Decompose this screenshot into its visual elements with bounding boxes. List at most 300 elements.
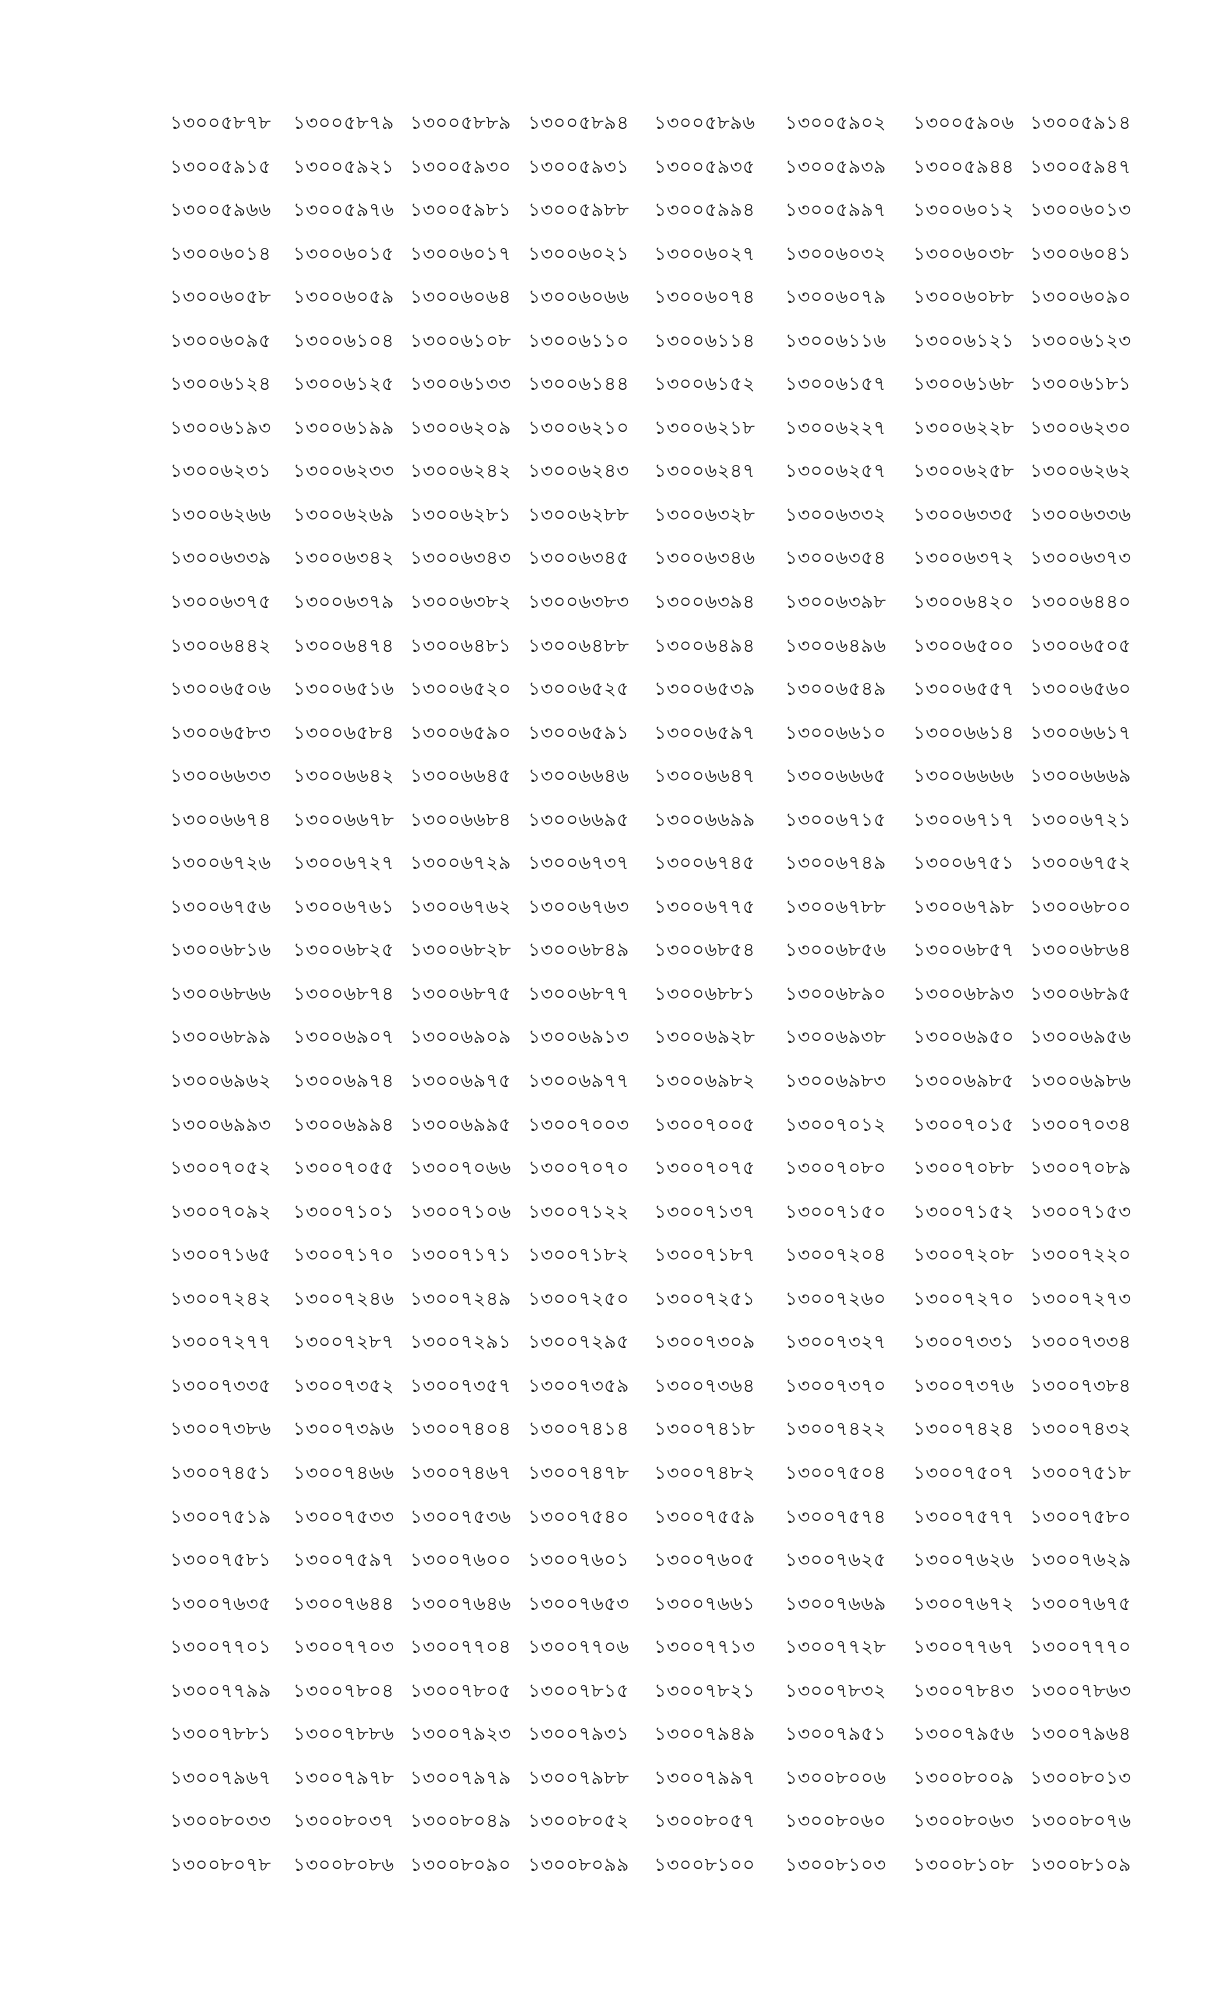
roll-number-cell: ১৩০০৫৯২১ — [293, 155, 395, 178]
roll-number-cell: ১৩০০৭৭০৪ — [410, 1636, 512, 1659]
roll-number-cell: ১৩০০৬৩৩৫ — [913, 503, 1015, 526]
roll-number-cell: ১৩০০৮০৫৭ — [654, 1810, 756, 1833]
roll-number-cell: ১৩০০৭৮৩২ — [785, 1679, 887, 1702]
roll-number-cell: ১৩০০৭৮০৫ — [410, 1679, 512, 1702]
roll-number-cell: ১৩০০৬৬৬৯ — [1030, 765, 1132, 788]
roll-number-cell: ১৩০০৫৯১৪ — [1030, 112, 1132, 134]
roll-number-cell: ১৩০০৬৯৩৮ — [785, 1026, 887, 1049]
roll-number-cell: ১৩০০৭৭০৬ — [528, 1636, 630, 1659]
roll-number-cell: ১৩০০৫৯৪৪ — [913, 155, 1015, 178]
table-row — [170, 456, 1130, 500]
roll-number-cell: ১৩০০৭০৮৯ — [1030, 1157, 1132, 1180]
table-row — [170, 1850, 1130, 1894]
roll-number-cell: ১৩০০৬০২১ — [528, 242, 630, 265]
roll-number-cell: ১৩০০৮০৭৬ — [1030, 1810, 1132, 1833]
roll-number-cell: ১৩০০৫৮৯৬ — [654, 112, 756, 134]
table-row — [170, 674, 1130, 718]
roll-number-cell: ১৩০০৬১১৬ — [785, 329, 887, 352]
roll-number-cell: ১৩০০৬৭৫২ — [1030, 852, 1132, 875]
roll-number-cell: ১৩০০৬৭৫৬ — [170, 895, 272, 918]
roll-number-cell: ১৩০০৬১৬৮ — [913, 373, 1015, 396]
roll-number-cell: ১৩০০৭৪১৪ — [528, 1418, 630, 1441]
roll-number-cell: ১৩০০৮১০৩ — [785, 1853, 887, 1876]
roll-number-cell: ১৩০০৭২০৮ — [913, 1244, 1015, 1267]
roll-number-cell: ১৩০০৬১৩৩ — [410, 373, 512, 396]
roll-number-cell: ১৩০০৭৫৭৪ — [785, 1505, 887, 1528]
roll-number-cell: ১৩০০৭৪১৮ — [654, 1418, 756, 1441]
roll-number-cell: ১৩০০৬৬১০ — [785, 721, 887, 744]
roll-number-cell: ১৩০০৭৫৩৬ — [410, 1505, 512, 1528]
table-row — [170, 1110, 1130, 1154]
roll-number-cell: ১৩০০৭২৯৫ — [528, 1331, 630, 1354]
roll-number-cell: ১৩০০৬৬৭৪ — [170, 808, 272, 831]
roll-number-cell: ১৩০০৫৮৭৯ — [293, 112, 395, 134]
roll-number-cell: ১৩০০৭৮৮৬ — [293, 1723, 395, 1746]
roll-number-cell: ১৩০০৭৫৪০ — [528, 1505, 630, 1528]
roll-number-cell: ১৩০০৮০৩৩ — [170, 1810, 272, 1833]
table-row — [170, 1676, 1130, 1720]
roll-number-cell: ১৩০০৬২৩১ — [170, 460, 272, 483]
roll-number-cell: ১৩০০৬৩৭২ — [913, 547, 1015, 570]
roll-number-cell: ১৩০০৭০৭০ — [528, 1157, 630, 1180]
roll-number-cell: ১৩০০৬৭৮৮ — [785, 895, 887, 918]
roll-number-cell: ১৩০০৬৮২৫ — [293, 939, 395, 962]
roll-number-cell: ১৩০০৭৮৮১ — [170, 1723, 272, 1746]
roll-number-cell: ১৩০০৭৩২৭ — [785, 1331, 887, 1354]
roll-number-cell: ১৩০০৭৭০১ — [170, 1636, 272, 1659]
table-row — [170, 1284, 1130, 1328]
table-row — [170, 761, 1130, 805]
roll-number-cell: ১৩০০৭১৮২ — [528, 1244, 630, 1267]
roll-number-cell: ১৩০০৫৯৯৪ — [654, 199, 756, 222]
roll-number-cell: ১৩০০৬১৯৩ — [170, 416, 272, 439]
roll-number-cell: ১৩০০৮০০৬ — [785, 1766, 887, 1789]
roll-number-cell: ১৩০০৬৭৬৩ — [528, 895, 630, 918]
table-row — [170, 718, 1130, 762]
roll-number-cell: ১৩০০৭২৯১ — [410, 1331, 512, 1354]
roll-number-cell: ১৩০০৬১৫৭ — [785, 373, 887, 396]
roll-number-cell: ১৩০০৬১২৫ — [293, 373, 395, 396]
roll-number-cell: ১৩০০৬৮২৮ — [410, 939, 512, 962]
roll-number-cell: ১৩০০৬৭৪৯ — [785, 852, 887, 875]
roll-number-cell: ১৩০০৬৪২০ — [913, 591, 1015, 614]
roll-number-cell: ১৩০০৬৫০৫ — [1030, 634, 1132, 657]
roll-number-cell: ১৩০০৬২৫৭ — [785, 460, 887, 483]
roll-number-cell: ১৩০০৬৯৯৩ — [170, 1113, 272, 1136]
roll-number-cell: ১৩০০৭৩৫২ — [293, 1374, 395, 1397]
table-row — [170, 195, 1130, 239]
roll-number-cell: ১৩০০৬৯৯৫ — [410, 1113, 512, 1136]
table-row — [170, 1763, 1130, 1807]
roll-number-cell: ১৩০০৬৭৬২ — [410, 895, 512, 918]
roll-number-cell: ১৩০০৭৩৩৫ — [170, 1374, 272, 1397]
roll-number-cell: ১৩০০৫৯৬৬ — [170, 199, 272, 222]
roll-number-cell: ১৩০০৬৩২৮ — [654, 503, 756, 526]
roll-number-cell: ১৩০০৬৯০৭ — [293, 1026, 395, 1049]
roll-number-cell: ১৩০০৫৯৮১ — [410, 199, 512, 222]
roll-number-cell: ১৩০০৬২৬৬ — [170, 503, 272, 526]
roll-number-cell: ১৩০০৬৮৭৪ — [293, 982, 395, 1005]
roll-number-cell: ১৩০০৬৯২৮ — [654, 1026, 756, 1049]
roll-number-cell: ১৩০০৬২৪২ — [410, 460, 512, 483]
roll-number-cell: ১৩০০৬৫৬০ — [1030, 678, 1132, 701]
roll-number-cell: ১৩০০৬৪৯৪ — [654, 634, 756, 657]
roll-number-cell: ১৩০০৫৯৪৭ — [1030, 155, 1132, 178]
roll-number-cell: ১৩০০৫৯৯৭ — [785, 199, 887, 222]
roll-number-cell: ১৩০০৭২৭০ — [913, 1287, 1015, 1310]
roll-number-cell: ১৩০০৬৮৫৪ — [654, 939, 756, 962]
roll-number-cell: ১৩০০৭৩৯৬ — [293, 1418, 395, 1441]
roll-number-cell: ১৩০০৬৮০০ — [1030, 895, 1132, 918]
roll-number-cell: ১৩০০৬৩৮৩ — [528, 591, 630, 614]
roll-number-cell: ১৩০০৭৩৩১ — [913, 1331, 1015, 1354]
roll-number-cell: ১৩০০৭৪৭৮ — [528, 1461, 630, 1484]
roll-number-cell: ১৩০০৮০৪৯ — [410, 1810, 512, 1833]
roll-number-cell: ১৩০০৭৮৪৩ — [913, 1679, 1015, 1702]
roll-number-cell: ১৩০০৭০৮০ — [785, 1157, 887, 1180]
roll-number-cell: ১৩০০৭১০১ — [293, 1200, 395, 1223]
roll-number-cell: ১৩০০৮০৬০ — [785, 1810, 887, 1833]
roll-number-cell: ১৩০০৬৯৮৫ — [913, 1070, 1015, 1093]
table-row — [170, 326, 1130, 370]
table-row — [170, 805, 1130, 849]
roll-number-cell: ১৩০০৬০৭৯ — [785, 286, 887, 309]
roll-number-cell: ১৩০০৭৬৭২ — [913, 1592, 1015, 1615]
table-row — [170, 369, 1130, 413]
table-row — [170, 1022, 1130, 1066]
roll-number-cell: ১৩০০৭৮১৫ — [528, 1679, 630, 1702]
roll-number-cell: ১৩০০৬৭৪৫ — [654, 852, 756, 875]
roll-number-cell: ১৩০০৭৬৪৬ — [410, 1592, 512, 1615]
roll-number-cell: ১৩০০৬৫৮৩ — [170, 721, 272, 744]
roll-number-cell: ১৩০০৭৯৪৯ — [654, 1723, 756, 1746]
roll-number-cell: ১৩০০৬৯৮৬ — [1030, 1070, 1132, 1093]
roll-number-cell: ১৩০০৫৯৩১ — [528, 155, 630, 178]
roll-number-cell: ১৩০০৬০৩৮ — [913, 242, 1015, 265]
roll-number-cell: ১৩০০৭২৪৯ — [410, 1287, 512, 1310]
roll-number-cell: ১৩০০৭৩৫৭ — [410, 1374, 512, 1397]
roll-number-cell: ১৩০০৫৯৭৬ — [293, 199, 395, 222]
roll-number-cell: ১৩০০৬৮৭৫ — [410, 982, 512, 1005]
roll-number-cell: ১৩০০৬৯০৯ — [410, 1026, 512, 1049]
roll-number-cell: ১৩০০৬৫০৬ — [170, 678, 272, 701]
roll-number-cell: ১৩০০৭১৫২ — [913, 1200, 1015, 1223]
roll-number-cell: ১৩০০৬৮৬৪ — [1030, 939, 1132, 962]
roll-number-cell: ১৩০০৬০৫৮ — [170, 286, 272, 309]
roll-number-cell: ১৩০০৭৬২৯ — [1030, 1549, 1132, 1572]
table-row — [170, 935, 1130, 979]
roll-number-cell: ১৩০০৫৮৮৯ — [410, 112, 512, 134]
roll-number-cell: ১৩০০৬২১০ — [528, 416, 630, 439]
roll-number-cell: ১৩০০৮০৯০ — [410, 1853, 512, 1876]
roll-number-cell: ১৩০০৬৮৯০ — [785, 982, 887, 1005]
roll-number-cell: ১৩০০৭৯৩১ — [528, 1723, 630, 1746]
roll-number-cell: ১৩০০৬৮১৬ — [170, 939, 272, 962]
roll-number-cell: ১৩০০৬৩৭৯ — [293, 591, 395, 614]
table-row — [170, 1458, 1130, 1502]
roll-number-cell: ১৩০০৭৩৭৬ — [913, 1374, 1015, 1397]
roll-number-cell: ১৩০০৬০৫৯ — [293, 286, 395, 309]
roll-number-cell: ১৩০০৭০৮৮ — [913, 1157, 1015, 1180]
roll-number-cell: ১৩০০৮০৮৬ — [293, 1853, 395, 1876]
roll-number-cell: ১৩০০৬৩৩৯ — [170, 547, 272, 570]
roll-number-cell: ১৩০০৬১১০ — [528, 329, 630, 352]
roll-number-cell: ১৩০০৬৭২৯ — [410, 852, 512, 875]
roll-number-cell: ১৩০০৭৯২৩ — [410, 1723, 512, 1746]
roll-number-cell: ১৩০০৭৮০৪ — [293, 1679, 395, 1702]
roll-number-cell: ১৩০০৬৩৮২ — [410, 591, 512, 614]
roll-number-cell: ১৩০০৭১৩৭ — [654, 1200, 756, 1223]
roll-number-cell: ১৩০০৬৪৮৮ — [528, 634, 630, 657]
table-row — [170, 1371, 1130, 1415]
roll-number-cell: ১৩০০৬৭৬১ — [293, 895, 395, 918]
roll-number-cell: ১৩০০৭৫১৮ — [1030, 1461, 1132, 1484]
roll-number-cell: ১৩০০৭৪৩২ — [1030, 1418, 1132, 1441]
table-row — [170, 282, 1130, 326]
roll-number-cell: ১৩০০৬৯৫০ — [913, 1026, 1015, 1049]
roll-number-cell: ১৩০০৫৯৩৯ — [785, 155, 887, 178]
roll-number-cell: ১৩০০৬১২৪ — [170, 373, 272, 396]
roll-number-cell: ১৩০০৭২২০ — [1030, 1244, 1132, 1267]
roll-number-cell: ১৩০০৬৩৪৩ — [410, 547, 512, 570]
roll-number-cell: ১৩০০৬৯৮২ — [654, 1070, 756, 1093]
roll-number-cell: ১৩০০৭৫৯৭ — [293, 1549, 395, 1572]
roll-number-cell: ১৩০০৭২০৪ — [785, 1244, 887, 1267]
table-row — [170, 1240, 1130, 1284]
roll-number-cell: ১৩০০৬৩৭৫ — [170, 591, 272, 614]
table-row — [170, 1153, 1130, 1197]
roll-number-cell: ১৩০০৬৬৬৫ — [785, 765, 887, 788]
roll-number-cell: ১৩০০৭৯৬৪ — [1030, 1723, 1132, 1746]
roll-number-cell: ১৩০০৬৩৭৩ — [1030, 547, 1132, 570]
roll-number-cell: ১৩০০৭৬৩৫ — [170, 1592, 272, 1615]
roll-number-cell: ১৩০০৬১২১ — [913, 329, 1015, 352]
roll-number-cell: ১৩০০৬২৩৩ — [293, 460, 395, 483]
roll-number-cell: ১৩০০৭৬৬১ — [654, 1592, 756, 1615]
roll-number-cell: ১৩০০৭৩০৯ — [654, 1331, 756, 1354]
table-row — [170, 1589, 1130, 1633]
roll-number-cell: ১৩০০৭০০৩ — [528, 1113, 630, 1136]
roll-number-cell: ১৩০০৬৬৩৩ — [170, 765, 272, 788]
roll-number-cell: ১৩০০৬৫১৬ — [293, 678, 395, 701]
table-row — [170, 892, 1130, 936]
roll-number-cell: ১৩০০৬২৮৮ — [528, 503, 630, 526]
roll-number-cell: ১৩০০৬৫৯১ — [528, 721, 630, 744]
roll-number-cell: ১৩০০৫৯০৬ — [913, 112, 1015, 134]
roll-number-cell: ১৩০০৬৭১৭ — [913, 808, 1015, 831]
roll-number-cell: ১৩০০৬৮৫৬ — [785, 939, 887, 962]
roll-number-cell: ১৩০০৬৯৬২ — [170, 1070, 272, 1093]
roll-number-cell: ১৩০০৭১৫৩ — [1030, 1200, 1132, 1223]
roll-number-cell: ১৩০০৭২৪২ — [170, 1287, 272, 1310]
table-row — [170, 152, 1130, 196]
roll-number-cell: ১৩০০৭৯৭৮ — [293, 1766, 395, 1789]
roll-number-cell: ১৩০০৭৭৬৭ — [913, 1636, 1015, 1659]
roll-number-cell: ১৩০০৭৬২৫ — [785, 1549, 887, 1572]
roll-number-cell: ১৩০০৮১০৯ — [1030, 1853, 1132, 1876]
roll-number-cell: ১৩০০৭৫৫৯ — [654, 1505, 756, 1528]
roll-number-cell: ১৩০০৭৩৬৪ — [654, 1374, 756, 1397]
roll-number-cell: ১৩০০৬৬৪৬ — [528, 765, 630, 788]
roll-number-cell: ১৩০০৭০৬৬ — [410, 1157, 512, 1180]
roll-number-cell: ১৩০০৭১৫০ — [785, 1200, 887, 1223]
roll-number-cell: ১৩০০৬৬৪২ — [293, 765, 395, 788]
roll-number-cell: ১৩০০৭২৮৭ — [293, 1331, 395, 1354]
roll-number-cell: ১৩০০৭৯৬৭ — [170, 1766, 272, 1789]
roll-number-cell: ১৩০০৬৫৩৯ — [654, 678, 756, 701]
roll-number-cell: ১৩০০৬৩৯৪ — [654, 591, 756, 614]
roll-number-cell: ১৩০০৭০৯২ — [170, 1200, 272, 1223]
roll-number-cell: ১৩০০৭০৫৫ — [293, 1157, 395, 1180]
roll-number-cell: ১৩০০৬০১৭ — [410, 242, 512, 265]
roll-number-cell: ১৩০০৬৬৬৬ — [913, 765, 1015, 788]
roll-number-cell: ১৩০০৭৩৮৪ — [1030, 1374, 1132, 1397]
roll-number-cell: ১৩০০৬৭২৭ — [293, 852, 395, 875]
roll-number-cell: ১৩০০৭১৬৫ — [170, 1244, 272, 1267]
roll-number-cell: ১৩০০৬০৩২ — [785, 242, 887, 265]
roll-number-cell: ১৩০০৬২৮১ — [410, 503, 512, 526]
roll-number-cell: ১৩০০৬০১৪ — [170, 242, 272, 265]
roll-number-cell: ১৩০০৬১২৩ — [1030, 329, 1132, 352]
roll-number-cell: ১৩০০৬২৬২ — [1030, 460, 1132, 483]
roll-number-cell: ১৩০০৮০৭৮ — [170, 1853, 272, 1876]
roll-number-cell: ১৩০০৭২৪৬ — [293, 1287, 395, 1310]
roll-number-cell: ১৩০০৭৪৬৬ — [293, 1461, 395, 1484]
roll-number-cell: ১৩০০৬৭৩৭ — [528, 852, 630, 875]
roll-number-cell: ১৩০০৬১৯৯ — [293, 416, 395, 439]
roll-number-cell: ১৩০০৭৫০৪ — [785, 1461, 887, 1484]
roll-number-cell: ১৩০০৭৬৬৯ — [785, 1592, 887, 1615]
roll-number-cell: ১৩০০৭১০৬ — [410, 1200, 512, 1223]
roll-number-cell: ১৩০০৭৩৮৬ — [170, 1418, 272, 1441]
roll-number-cell: ১৩০০৬০৯৫ — [170, 329, 272, 352]
roll-number-cell: ১৩০০৬৭২৬ — [170, 852, 272, 875]
roll-number-cell: ১৩০০৬০২৭ — [654, 242, 756, 265]
roll-number-cell: ১৩০০৭৭২৮ — [785, 1636, 887, 1659]
roll-number-cell: ১৩০০৬৫৯৭ — [654, 721, 756, 744]
roll-number-cell: ১৩০০৫৯৩০ — [410, 155, 512, 178]
roll-number-cell: ১৩০০৬৩৯৮ — [785, 591, 887, 614]
roll-number-cell: ১৩০০৮০৯৯ — [528, 1853, 630, 1876]
roll-number-cell: ১৩০০৭৬৪৪ — [293, 1592, 395, 1615]
roll-number-cell: ১৩০০৮০৫২ — [528, 1810, 630, 1833]
roll-number-cell: ১৩০০৭৭০৩ — [293, 1636, 395, 1659]
roll-number-cell: ১৩০০৬৬৪৭ — [654, 765, 756, 788]
roll-number-cell: ১৩০০৬২৪৭ — [654, 460, 756, 483]
roll-number-cell: ১৩০০৬০১৫ — [293, 242, 395, 265]
roll-number-cell: ১৩০০৮১০৮ — [913, 1853, 1015, 1876]
roll-number-cell: ১৩০০৬৮৮১ — [654, 982, 756, 1005]
roll-number-cell: ১৩০০৭৪৫১ — [170, 1461, 272, 1484]
roll-number-cell: ১৩০০৬৬৯৯ — [654, 808, 756, 831]
roll-number-cell: ১৩০০৬২২৭ — [785, 416, 887, 439]
table-row — [170, 1327, 1130, 1371]
table-row — [170, 1414, 1130, 1458]
roll-number-cell: ১৩০০৭৮২১ — [654, 1679, 756, 1702]
roll-number-cell: ১৩০০৬২৩০ — [1030, 416, 1132, 439]
roll-number-cell: ১৩০০৭৭৭০ — [1030, 1636, 1132, 1659]
roll-number-cell: ১৩০০৬৮৪৯ — [528, 939, 630, 962]
roll-number-cell: ১৩০০৬৩৪২ — [293, 547, 395, 570]
roll-number-cell: ১৩০০৭১৮৭ — [654, 1244, 756, 1267]
table-row — [170, 413, 1130, 457]
roll-number-cell: ১৩০০৬৮৯৩ — [913, 982, 1015, 1005]
roll-number-cell: ১৩০০৬৭৯৮ — [913, 895, 1015, 918]
roll-number-cell: ১৩০০৬৫৮৪ — [293, 721, 395, 744]
roll-number-cell: ১৩০০৭০০৫ — [654, 1113, 756, 1136]
roll-number-cell: ১৩০০৭০১২ — [785, 1113, 887, 1136]
roll-number-cell: ১৩০০৬৮৯৯ — [170, 1026, 272, 1049]
table-row — [170, 1066, 1130, 1110]
roll-number-cell: ১৩০০৬৬৪৫ — [410, 765, 512, 788]
roll-number-cell: ১৩০০৬৯৯৪ — [293, 1113, 395, 1136]
table-row — [170, 500, 1130, 544]
roll-number-cell: ১৩০০৬৯১৩ — [528, 1026, 630, 1049]
table-row — [170, 631, 1130, 675]
roll-number-cell: ১৩০০৭২৫১ — [654, 1287, 756, 1310]
roll-number-cell: ১৩০০৬২৬৯ — [293, 503, 395, 526]
roll-number-cell: ১৩০০৬৫২৫ — [528, 678, 630, 701]
roll-number-cell: ১৩০০৬৬৮৪ — [410, 808, 512, 831]
roll-number-cell: ১৩০০৬৩৩২ — [785, 503, 887, 526]
table-row — [170, 239, 1130, 283]
roll-number-cell: ১৩০০৬০৭৪ — [654, 286, 756, 309]
roll-number-cell: ১৩০০৬৪৯৬ — [785, 634, 887, 657]
roll-number-cell: ১৩০০৬৬৯৫ — [528, 808, 630, 831]
table-row — [170, 979, 1130, 1023]
roll-number-cell: ১৩০০৭২৫০ — [528, 1287, 630, 1310]
roll-number-cell: ১৩০০৭৫১৯ — [170, 1505, 272, 1528]
roll-number-cell: ১৩০০৭২৭৩ — [1030, 1287, 1132, 1310]
roll-number-cell: ১৩০০৬৯৭৭ — [528, 1070, 630, 1093]
roll-number-cell: ১৩০০৭৪০৪ — [410, 1418, 512, 1441]
roll-number-cell: ১৩০০৮০০৯ — [913, 1766, 1015, 1789]
roll-number-cell: ১৩০০৮১০০ — [654, 1853, 756, 1876]
table-row — [170, 1502, 1130, 1546]
roll-number-cell: ১৩০০৬৫০০ — [913, 634, 1015, 657]
roll-number-cell: ১৩০০৭৫৩৩ — [293, 1505, 395, 1528]
roll-number-cell: ১৩০০৫৯০২ — [785, 112, 887, 134]
roll-number-cell: ১৩০০৬১০৮ — [410, 329, 512, 352]
roll-number-cell: ১৩০০৭৭৯৯ — [170, 1679, 272, 1702]
roll-number-cell: ১৩০০৬৪৭৪ — [293, 634, 395, 657]
roll-number-cell: ১৩০০৭১২২ — [528, 1200, 630, 1223]
roll-number-cell: ১৩০০৫৮৭৮ — [170, 112, 272, 134]
roll-number-cell: ১৩০০৭৯৯৭ — [654, 1766, 756, 1789]
roll-number-cell: ১৩০০৭৯৭৯ — [410, 1766, 512, 1789]
table-row — [170, 1719, 1130, 1763]
table-row — [170, 543, 1130, 587]
roll-number-cell: ১৩০০৭০৫২ — [170, 1157, 272, 1180]
roll-number-cell: ১৩০০৬৬১৭ — [1030, 721, 1132, 744]
roll-number-cell: ১৩০০৬২১৮ — [654, 416, 756, 439]
roll-number-grid — [170, 108, 1130, 1893]
roll-number-cell: ১৩০০৭৪২২ — [785, 1418, 887, 1441]
roll-number-cell: ১৩০০৭৬২৬ — [913, 1549, 1015, 1572]
roll-number-cell: ১৩০০৫৯১৫ — [170, 155, 272, 178]
roll-number-cell: ১৩০০৭৯৫৬ — [913, 1723, 1015, 1746]
table-row — [170, 848, 1130, 892]
roll-number-cell: ১৩০০৮০৬৩ — [913, 1810, 1015, 1833]
roll-number-cell: ১৩০০৭৩৩৪ — [1030, 1331, 1132, 1354]
roll-number-cell: ১৩০০৬৩৩৬ — [1030, 503, 1132, 526]
roll-number-cell: ১৩০০৬০৬৬ — [528, 286, 630, 309]
roll-number-cell: ১৩০০৬৪৪২ — [170, 634, 272, 657]
roll-number-cell: ১৩০০৬২৫৮ — [913, 460, 1015, 483]
roll-number-cell: ১৩০০৫৯৩৫ — [654, 155, 756, 178]
roll-number-cell: ১৩০০৬৮৫৭ — [913, 939, 1015, 962]
roll-number-cell: ১৩০০৬৮৭৭ — [528, 982, 630, 1005]
